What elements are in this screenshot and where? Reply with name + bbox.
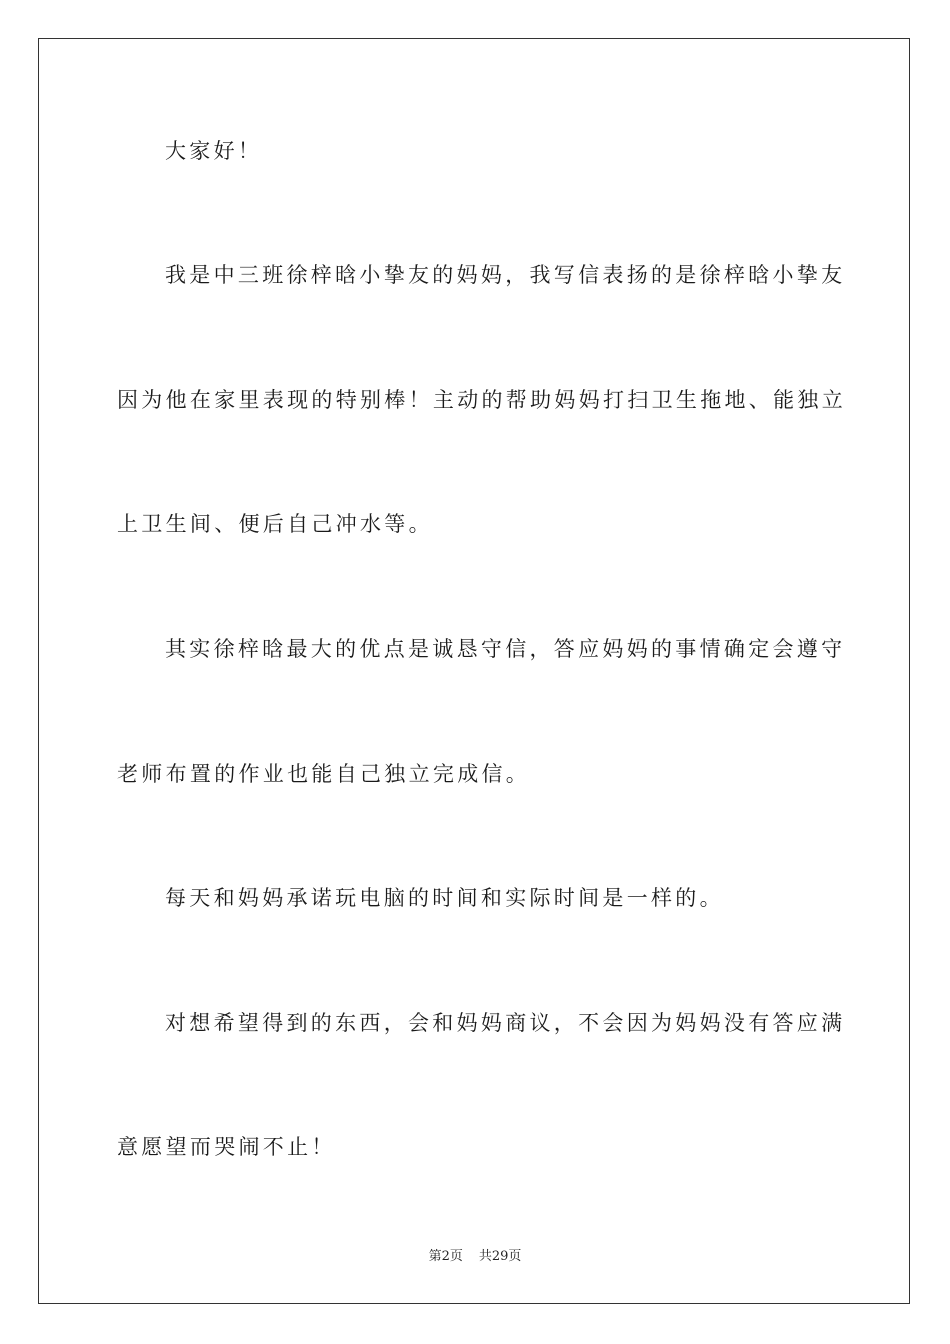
- text-line: 大家好！: [165, 139, 263, 163]
- text-line: 每天和妈妈承诺玩电脑的时间和实际时间是一样的。: [165, 886, 724, 910]
- text-line: 其实徐梓晗最大的优点是诚恳守信，答应妈妈的事情确定会遵守: [165, 637, 846, 661]
- text-line: 因为他在家里表现的特别棒！主动的帮助妈妈打扫卫生拖地、能独立: [117, 388, 846, 412]
- page-footer: [0, 1248, 950, 1266]
- page-border: [38, 38, 910, 1304]
- text-line: 上卫生间、便后自己冲水等。: [117, 512, 433, 536]
- text-line: 意愿望而哭闹不止！: [117, 1135, 336, 1159]
- text-line: 对想希望得到的东西，会和妈妈商议，不会因为妈妈没有答应满: [165, 1011, 846, 1035]
- text-line: 老师布置的作业也能自己独立完成信。: [117, 762, 531, 786]
- page-number: 第2页: [428, 1249, 463, 1264]
- page-total: 共29页: [478, 1249, 522, 1264]
- text-line: 我是中三班徐梓晗小挚友的妈妈，我写信表扬的是徐梓晗小挚友: [165, 263, 846, 287]
